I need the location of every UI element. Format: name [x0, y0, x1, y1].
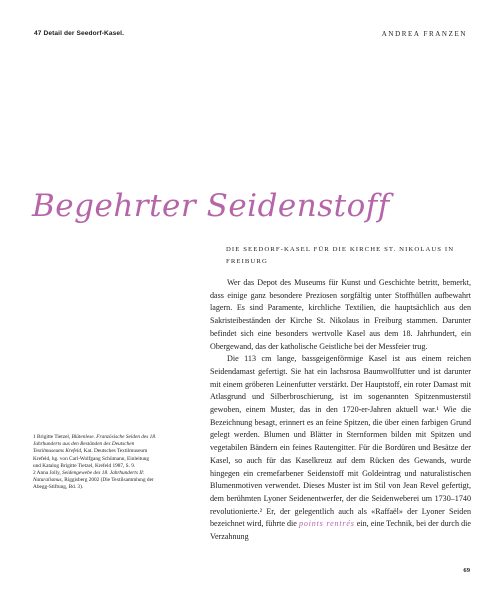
body-paragraph-2-end: ein, eine Technik, bei der durch die Verzahnung — [210, 519, 471, 542]
footnotes — [33, 434, 158, 492]
body-paragraph-2 — [210, 353, 471, 544]
footnote-1-author: 1 Brigitte Tietzel, — [33, 434, 71, 440]
running-head-author: ANDREA FRANZEN — [381, 30, 467, 38]
footnote-2-title: Seidengewebe des 18. Jahrhunderts II: Naturalismus, — [33, 470, 145, 484]
footnote-1 — [33, 434, 158, 470]
emphasized-term: points rentrés — [298, 519, 355, 529]
page-number: 69 — [463, 567, 470, 574]
footnote-2-author: 2 Anna Jolly, — [33, 470, 61, 477]
footnote-1-details: Kat. Deutsches Textilmuseum Krefeld, hg. von Carl-Wolfgang Schümann, Einleitung und Katalog Brigitte Tietzel, Krefeld 1987, S. 9. — [33, 448, 150, 469]
article-title: Begehrter Seidenstoff — [32, 188, 390, 224]
body-paragraph-1: Wer das Depot des Museums für Kunst und Geschichte betritt, bemerkt, dass einige ganz besondere Preziosen sorgfältig unter Stoffhüllen aufbewahrt lagern. Es sind Paramente, kirchliche Textilien, die hauptsächlich aus den Sakristeibeständen der Kirche St. Nikolaus in Freiburg stammen. Darunter befindet sich eine besonders wertvolle Kasel aus dem 18. Jahrhundert, ein Obergewand, das der katholische Geistliche bei der Messfeier trug. — [210, 278, 471, 351]
footnote-1-title: Blütenlese. Französische Seiden des 18. Jahrhunderts aus den Beständen des Deutschen Textilmuseums Krefeld, — [33, 434, 157, 455]
footnote-2 — [33, 470, 158, 492]
figure-caption: 47 Detail der Seedorf-Kasel. — [34, 30, 125, 37]
article-body — [210, 277, 471, 544]
body-paragraph-2-start: Die 113 cm lange, bassgeigenförmige Kasel ist aus einem reichen Seidendamast gefertigt. Sie hat ein lachsrosa Baumwollfutter und ist darunter mit einem gröberen Leinenfutter verstärkt. Der Hauptstoff, ein roter Damast mit Atlasgrund und Silberbroschierung, ist im sogenannten Spitzenmusterstil gewoben, einem Muster, das in den 1720-er-Jahren aktuell war.¹ Wie die Bezeichnung besagt, erinnert es an feine Spitzen, die über einen farbigen Grund gelegt werden. Blumen und Blätter in Sternformen bilden mit Spitzen und vegetabilen Bändern ein feines Rautengitter. Für die Bordüren und Besätze der Kasel, so auch für das Kaselkreuz auf dem Rücken des Gewands, wurde hingegen ein cremefarbener Seidenstoff mit Goldeintrag und naturalistischen Blumenmotiven verwendet. Dieses Muster ist im Stil von Jean Revel gefertigt, dem berühmten Lyoner Seidenentwerfer, der die Seidenweberei um 1730–1740 revolutionierte.² Er, der gelegentlich auch als «Raffaël» der Lyoner Seiden bezeichnet wird, führte die — [210, 354, 471, 529]
footnote-2-details: Riggisberg 2002 (Die Textilsammlung der Abegg-Stiftung, Bd. 3). — [33, 477, 154, 491]
article-subtitle: DIE SEEDORF-KASEL FÜR DIE KIRCHE ST. NIKOLAUS IN FREIBURG — [226, 246, 455, 265]
